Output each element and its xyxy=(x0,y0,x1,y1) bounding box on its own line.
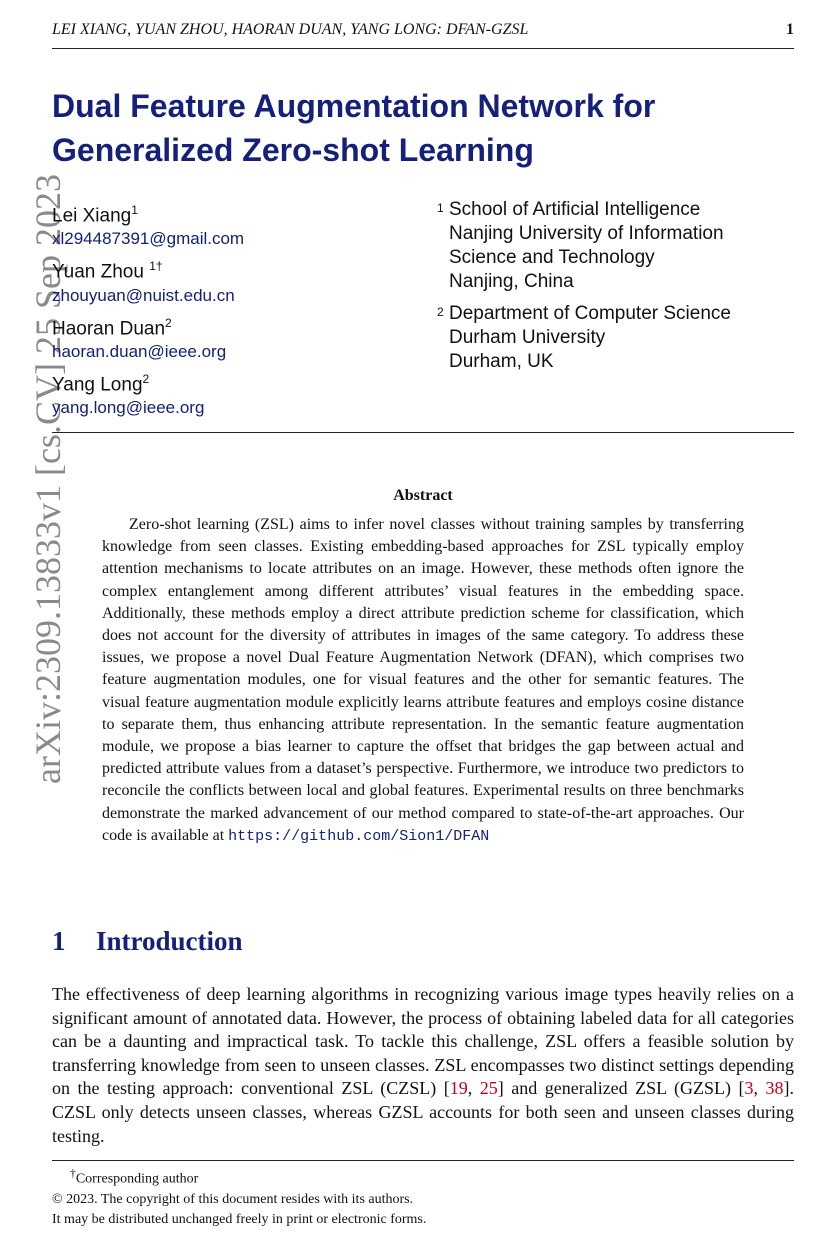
header-rule xyxy=(52,48,794,49)
affiliation-line: Science and Technology xyxy=(449,247,655,268)
citation-link[interactable]: 38 xyxy=(765,1078,784,1099)
citation-link[interactable]: 3 xyxy=(744,1078,754,1099)
affiliation-list xyxy=(437,198,797,382)
corresponding-author-note: †Corresponding author xyxy=(70,1167,199,1187)
footnote xyxy=(52,1164,794,1230)
author-name: Yang Long$^2$ xyxy=(52,371,150,396)
page-number: 1 xyxy=(786,21,794,38)
author-name: Lei Xiang$^1$ xyxy=(52,203,138,227)
affiliation-mark: 2 xyxy=(165,315,172,330)
author-block xyxy=(52,311,412,363)
affiliation-block xyxy=(437,302,797,374)
author-list xyxy=(52,198,412,423)
author-block xyxy=(52,198,412,250)
title-line-2: Generalized Zero-shot Learning xyxy=(52,132,534,168)
intro-text: ] and generalized ZSL (GZSL) [ xyxy=(497,1078,745,1099)
section-heading-introduction xyxy=(52,926,243,957)
citation-link[interactable]: 19 xyxy=(449,1078,468,1099)
dagger-mark: † xyxy=(70,1167,76,1180)
intro-text: , xyxy=(467,1078,480,1099)
intro-text: , xyxy=(753,1078,766,1099)
section-title: Introduction xyxy=(96,926,243,956)
affiliation-line: Nanjing, China xyxy=(449,271,574,292)
author-name: Yuan Zhou $^{1\dagger}$ xyxy=(52,259,163,283)
title-line-1: Dual Feature Augmentation Network for xyxy=(52,88,656,124)
affiliation-number: 2 xyxy=(437,305,444,319)
affiliation-number: 1 xyxy=(437,201,444,215)
author-email-link[interactable]: haoran.duan@ieee.org xyxy=(52,341,227,361)
footnote-rule xyxy=(52,1160,794,1161)
running-header xyxy=(52,21,794,39)
title-rule xyxy=(52,432,794,433)
copyright-notice: © 2023. The copyright of this document resides with its authors. xyxy=(52,1191,414,1207)
affiliation-block xyxy=(437,198,797,294)
introduction-paragraph xyxy=(52,983,794,1148)
distribution-notice: It may be distributed unchanged freely in print or electronic forms. xyxy=(52,1211,427,1227)
arxiv-stamp xyxy=(26,74,70,784)
intro-text: ]. CZSL only detects unseen classes, whereas GZSL accounts for both seen and unseen classes during testing. xyxy=(52,1078,794,1146)
citation-link[interactable]: 25 xyxy=(479,1078,498,1099)
affiliation-line: Durham, UK xyxy=(449,351,554,372)
affiliation-line: School of Artificial Intelligence xyxy=(449,199,701,220)
affiliation-mark: 1† xyxy=(149,259,163,274)
abstract-text: Zero-shot learning (ZSL) aims to infer novel classes without training samples by transferring knowledge from seen classes. Existing embedding-based approaches for ZSL typically employ attention mechanisms to locate attributes on an image. However, these methods often ignore the complex entanglement among different attributes’ visual features in the embedding space. Additionally, these methods employ a direct attribute prediction scheme for classification, which does not account for the diversity of attributes in images of the same category. To address these issues, we propose a novel Dual Feature Augmentation Network (DFAN), which comprises two feature augmentation modules, one for visual features and the other for semantic features. The visual feature augmentation module explicitly learns attribute features and employs cosine distance to separate them, thus enhancing attribute representation. In the semantic feature augmentation module, we propose a bias learner to capture the offset that bridges the gap between actual and predicted attribute values from a dataset’s perspective. Furthermore, we introduce two predictors to reconcile the conflicts between local and global features. Experimental results on three benchmarks demonstrate the marked advancement of our method compared to state-of-the-art approaches. Our code is available at xyxy=(102,516,744,844)
intro-text: The effectiveness of deep learning algorithms in recognizing various image types heavily relies on a significant amount of annotated data. However, the process of obtaining labeled data for all categories can be a daunting and impractical task. To tackle this challenge, ZSL offers a feasible solution by transferring knowledge from seen to unseen classes. ZSL encompasses two distinct settings depending on the testing approach: conventional ZSL (CZSL) [ xyxy=(52,984,794,1099)
author-email-link[interactable]: zhouyuan@nuist.edu.cn xyxy=(52,285,235,305)
abstract-body xyxy=(102,514,744,848)
arxiv-identifier: arXiv:2309.13833v1 [cs.CV] 25 Sep 2023 xyxy=(28,174,68,784)
affiliation-mark: 2 xyxy=(142,371,150,386)
author-name: Haoran Duan$^2$ xyxy=(52,315,172,339)
affiliation-line: Department of Computer Science xyxy=(449,303,731,324)
running-title: LEI XIANG, YUAN ZHOU, HAORAN DUAN, YANG LONG: DFAN-GZSL xyxy=(52,21,529,38)
paper-title xyxy=(52,84,772,172)
author-block xyxy=(52,367,412,419)
code-repository-link[interactable]: https://github.com/Sion1/DFAN xyxy=(228,827,490,845)
affiliation-line: Durham University xyxy=(449,327,606,348)
affiliation-line: Nanjing University of Information xyxy=(449,223,724,244)
author-email-link[interactable]: xl294487391@gmail.com xyxy=(52,229,245,249)
author-block xyxy=(52,254,412,306)
abstract-heading: Abstract xyxy=(393,487,453,504)
author-email-link[interactable]: yang.long@ieee.org xyxy=(52,398,205,418)
section-number: 1 xyxy=(52,926,66,956)
affiliation-mark: 1 xyxy=(131,203,138,217)
